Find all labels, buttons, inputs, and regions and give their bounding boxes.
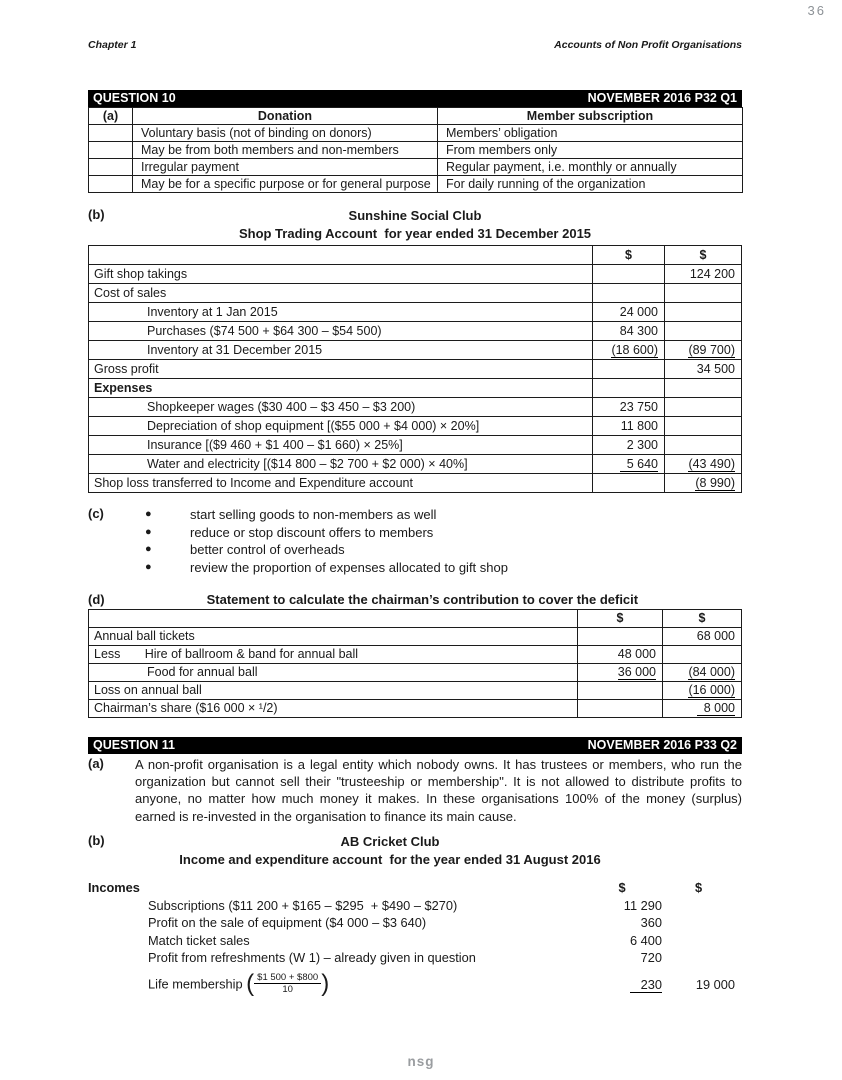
table-cell: 84 300 <box>593 322 665 341</box>
table-row <box>88 897 742 915</box>
footer-watermark: nsg <box>407 1054 435 1069</box>
table-cell: 360 <box>640 915 662 930</box>
table-header-row <box>89 246 742 265</box>
table-cell <box>665 322 742 341</box>
donation-vs-subscription-table <box>88 107 743 193</box>
table-row <box>89 142 743 159</box>
account-title-row <box>88 833 742 851</box>
list-item <box>88 506 742 524</box>
total-incomes-amount: 19 000 <box>695 976 735 992</box>
table-row <box>89 700 742 718</box>
table-cell: 68 000 <box>663 628 742 646</box>
part-c-label: (c) <box>88 506 104 521</box>
life-membership-row <box>88 969 742 1001</box>
table-cell: Gross profit <box>89 360 593 379</box>
answer-paragraph: A non-profit organisation is a legal entity which nobody owns. It has trustees or members, who run the organization but cannot sell their "trusteeship or membership". It is not allowed to distribute profits to anyone, no matter how much money it makes. In these organisations 100% of the money (surplus) earned is re-invested in the organisation to finance its main cause. <box>135 757 742 824</box>
table-cell: 8 000 <box>663 700 742 718</box>
table-row <box>89 360 742 379</box>
table-cell: (16 000) <box>663 682 742 700</box>
table-cell: Members’ obligation <box>438 125 743 142</box>
currency-column-2-header: $ <box>665 246 742 265</box>
table-cell <box>593 360 665 379</box>
table-cell: May be for a specific purpose or for general purpose <box>133 176 438 193</box>
list-item <box>88 524 742 542</box>
table-cell: Annual ball tickets <box>89 628 578 646</box>
column-header-member-subscription: Member subscription <box>438 108 743 125</box>
table-cell: Insurance [($9 460 + $1 400 – $1 660) × 25%] <box>89 436 593 455</box>
statement-title: Statement to calculate the chairman’s contribution to cover the deficit <box>206 592 639 607</box>
table-cell: Subscriptions ($11 200 + $165 – $295 + $490 – $270) <box>148 897 458 913</box>
column-header-donation: Donation <box>133 108 438 125</box>
currency-column-2-header: $ <box>694 880 703 895</box>
currency-column-2-header: $ <box>663 610 742 628</box>
question-10-header-bar <box>88 90 742 107</box>
table-cell: (89 700) <box>665 341 742 360</box>
table-cell <box>578 682 663 700</box>
table-cell: Expenses <box>89 379 593 398</box>
table-cell: 720 <box>640 950 662 965</box>
table-cell: Profit from refreshments (W 1) – already given in question <box>148 950 476 965</box>
life-membership-label: Life membership <box>148 975 247 991</box>
income-rows <box>88 897 742 967</box>
list-item <box>88 559 742 577</box>
table-cell: Less Hire of ballroom & band for annual ball <box>89 646 578 664</box>
part-a-label: (a) <box>89 108 133 125</box>
incomes-label: Incomes <box>88 880 140 895</box>
donation-table-body <box>89 125 743 193</box>
table-cell: Irregular payment <box>133 159 438 176</box>
currency-column-1-header: $ <box>593 246 665 265</box>
table-cell <box>593 474 665 493</box>
list-item-text: better control of overheads <box>190 542 345 558</box>
list-item-text: reduce or stop discount offers to members <box>190 524 434 540</box>
question-10-label: QUESTION 10 <box>93 91 176 105</box>
table-cell: 6 400 <box>629 932 662 948</box>
chairman-table-body <box>89 628 742 718</box>
table-cell: 5 640 <box>593 455 665 474</box>
life-membership-description <box>88 973 582 997</box>
table-row <box>89 417 742 436</box>
table-row <box>89 176 743 193</box>
bullet-icon: ● <box>145 543 152 556</box>
part-b-section <box>88 207 742 493</box>
part-d-section <box>88 592 742 718</box>
table-cell <box>665 417 742 436</box>
bullet-icon: ● <box>145 560 152 573</box>
shop-trading-table-body <box>89 265 742 493</box>
question-10-paper-ref: NOVEMBER 2016 P32 Q1 <box>587 91 737 105</box>
description-column-header <box>89 610 578 628</box>
account-subtitle: Income and expenditure account for the year ended 31 August 2016 <box>179 852 601 867</box>
table-cell: Depreciation of shop equipment [($55 000 + $4 000) × 20%] <box>89 417 593 436</box>
fraction-numerator: $1 500 + $800 <box>254 973 321 985</box>
table-cell <box>578 700 663 718</box>
table-cell <box>665 303 742 322</box>
table-cell: 23 750 <box>593 398 665 417</box>
table-cell: Chairman’s share ($16 000 × ¹/2) <box>89 700 578 718</box>
table-cell <box>665 284 742 303</box>
table-cell: From members only <box>438 142 743 159</box>
table-header-row <box>89 108 743 125</box>
table-row <box>89 682 742 700</box>
table-cell: Purchases ($74 500 + $64 300 – $54 500) <box>89 322 593 341</box>
table-row <box>89 284 742 303</box>
list-item-text: review the proportion of expenses allocated to gift shop <box>190 559 508 575</box>
table-row <box>89 664 742 682</box>
table-row <box>89 322 742 341</box>
table-cell: 11 800 <box>593 417 665 436</box>
table-cell: Shopkeeper wages ($30 400 – $3 450 – $3 200) <box>89 398 593 417</box>
table-cell: (43 490) <box>665 455 742 474</box>
club-name-title: Sunshine Social Club <box>348 208 482 223</box>
table-cell <box>593 284 665 303</box>
page-number: 36 <box>807 3 826 18</box>
table-cell <box>593 265 665 284</box>
table-cell: Inventory at 1 Jan 2015 <box>89 303 593 322</box>
table-cell <box>665 398 742 417</box>
table-cell <box>665 379 742 398</box>
table-row <box>89 265 742 284</box>
table-cell <box>663 646 742 664</box>
table-cell: Gift shop takings <box>89 265 593 284</box>
table-row <box>89 474 742 493</box>
table-row <box>88 949 742 967</box>
table-cell: 11 290 <box>623 897 662 913</box>
description-column-header <box>89 246 593 265</box>
document-header <box>88 39 742 51</box>
table-cell: Loss on annual ball <box>89 682 578 700</box>
table-cell <box>593 379 665 398</box>
table-row <box>89 341 742 360</box>
table-cell: Shop loss transferred to Income and Expenditure account <box>89 474 593 493</box>
table-header-row <box>89 610 742 628</box>
close-paren: ) <box>321 972 330 997</box>
bullet-icon: ● <box>145 525 152 538</box>
table-cell: Voluntary basis (not of binding on donors) <box>133 125 438 142</box>
table-row <box>88 932 742 950</box>
fraction <box>254 973 321 996</box>
table-row <box>89 436 742 455</box>
question-11-label: QUESTION 11 <box>93 738 175 752</box>
table-cell: Inventory at 31 December 2015 <box>89 341 593 360</box>
table-cell: For daily running of the organization <box>438 176 743 193</box>
table-cell: (84 000) <box>663 664 742 682</box>
income-header-row <box>88 879 742 897</box>
table-cell: 34 500 <box>665 360 742 379</box>
table-cell <box>665 436 742 455</box>
table-cell <box>662 897 735 915</box>
shop-trading-account-table <box>88 245 742 493</box>
table-cell: 124 200 <box>665 265 742 284</box>
table-cell <box>662 932 735 950</box>
table-cell: Food for annual ball <box>89 664 578 682</box>
table-cell: 2 300 <box>593 436 665 455</box>
table-cell: May be from both members and non-members <box>133 142 438 159</box>
table-row <box>89 398 742 417</box>
table-row <box>89 628 742 646</box>
table-cell: 48 000 <box>578 646 663 664</box>
table-cell <box>578 628 663 646</box>
table-cell <box>662 914 735 932</box>
list-item-text: start selling goods to non-members as well <box>190 507 437 522</box>
club-name-title: AB Cricket Club <box>340 834 440 849</box>
question-11-paper-ref: NOVEMBER 2016 P33 Q2 <box>587 738 737 752</box>
table-cell: Cost of sales <box>89 284 593 303</box>
table-row <box>89 303 742 322</box>
statement-title-row <box>88 592 742 608</box>
question-11-part-a <box>88 756 742 825</box>
question-11-header-bar <box>88 737 742 754</box>
table-cell: Water and electricity [($14 800 – $2 700 + $2 000) × 40%] <box>89 455 593 474</box>
account-title-row <box>88 207 742 225</box>
table-row <box>89 455 742 474</box>
list-item <box>88 541 742 559</box>
table-cell: 24 000 <box>593 303 665 322</box>
fraction-denominator: 10 <box>282 984 293 995</box>
account-subtitle: Shop Trading Account for year ended 31 December 2015 <box>238 226 592 241</box>
table-row <box>89 159 743 176</box>
table-cell: 36 000 <box>578 664 663 682</box>
chapter-label: Chapter 1 <box>88 39 137 51</box>
table-cell <box>89 125 133 142</box>
table-cell <box>662 949 735 967</box>
part-c-section <box>88 506 742 576</box>
currency-column-1-header: $ <box>618 880 626 895</box>
life-membership-amount: 230 <box>629 976 662 992</box>
table-cell <box>89 159 133 176</box>
table-cell: Match ticket sales <box>148 932 250 948</box>
table-cell: Regular payment, i.e. monthly or annually <box>438 159 743 176</box>
table-row <box>88 914 742 932</box>
part-b-label: (b) <box>88 833 105 848</box>
table-row <box>89 646 742 664</box>
bullet-icon: ● <box>145 508 152 520</box>
open-paren: ( <box>246 972 255 997</box>
table-row <box>89 125 743 142</box>
table-cell: (18 600) <box>593 341 665 360</box>
table-cell: (8 990) <box>665 474 742 493</box>
document-title: Accounts of Non Profit Organisations <box>554 39 742 51</box>
question-11-part-b <box>88 833 742 1001</box>
part-d-label: (d) <box>88 592 105 607</box>
table-cell <box>89 142 133 159</box>
table-row <box>89 379 742 398</box>
currency-column-1-header: $ <box>578 610 663 628</box>
chairman-contribution-table <box>88 609 742 718</box>
part-a-label: (a) <box>88 756 104 771</box>
part-b-label: (b) <box>88 207 105 222</box>
table-cell <box>89 176 133 193</box>
table-cell: Profit on the sale of equipment ($4 000 – $3 640) <box>148 915 427 930</box>
income-statement <box>88 879 742 1001</box>
